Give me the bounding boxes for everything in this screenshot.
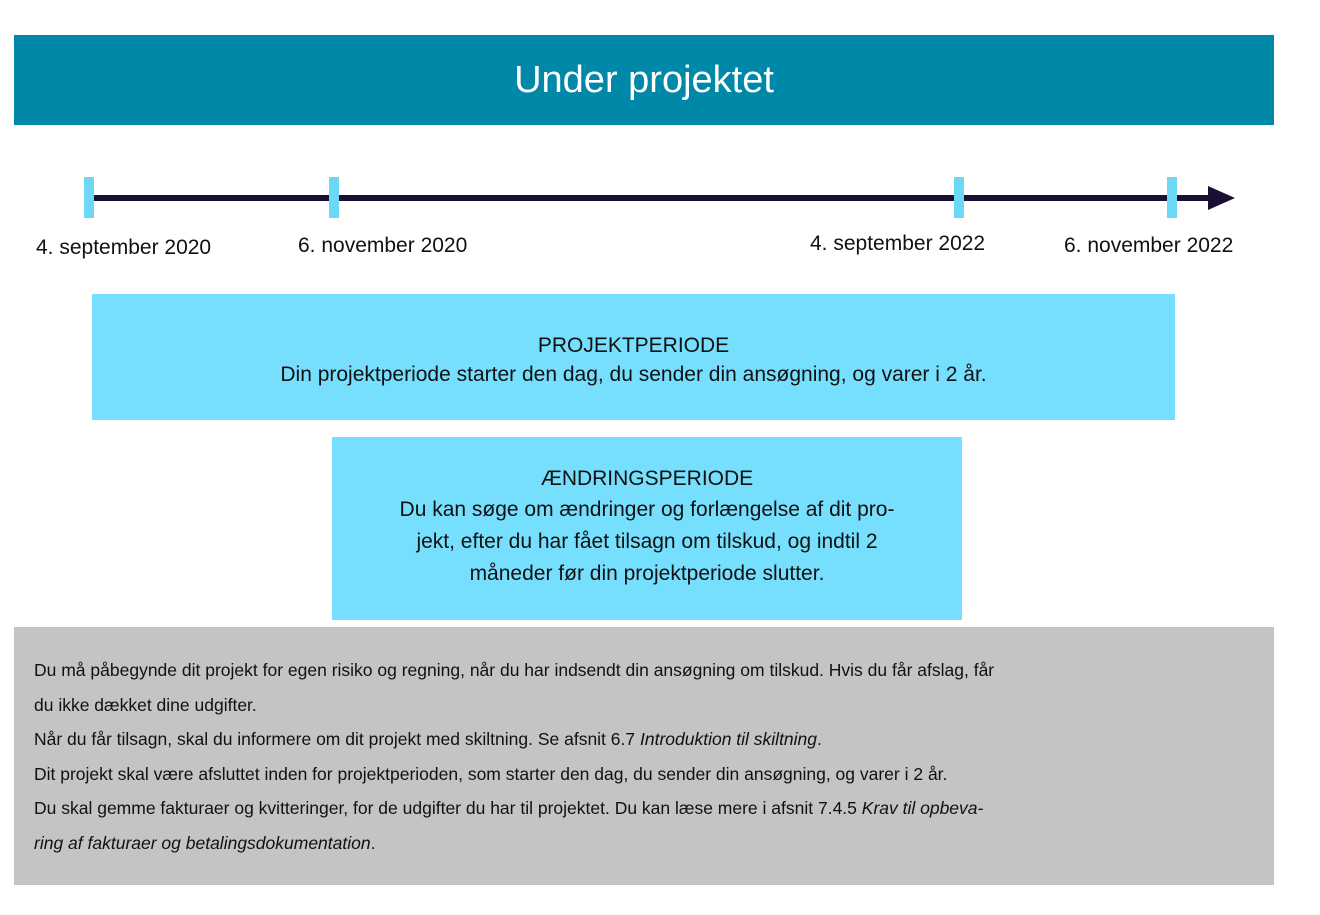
info-line-1: Du må påbegynde dit projekt for egen risiko og regning, når du har indsendt din ansøgning om tilskud. Hvis du får afslag, får: [34, 660, 995, 680]
info-box: [14, 627, 1274, 885]
timeline-arrow-icon: [1208, 186, 1235, 210]
date-label-2: 6. november 2020: [298, 234, 468, 257]
date-label-3: 4. september 2022: [810, 232, 986, 255]
page-title: Under projektet: [514, 58, 774, 101]
info-line-6-end: .: [370, 832, 376, 853]
aendringsperiode-title: ÆNDRINGSPERIODE: [540, 467, 754, 490]
info-line-6-italic: ring af fakturaer og betalingsdokumentation: [34, 832, 371, 853]
timeline-tick-1: [84, 177, 94, 218]
info-line-2: du ikke dækket dine udgifter.: [34, 694, 257, 715]
projektperiode-text: Din projektperiode starter den dag, du sender din ansøgning, og varer i 2 år.: [280, 363, 987, 386]
projektperiode-box: [92, 294, 1175, 420]
timeline-tick-2: [329, 177, 339, 218]
timeline-line: [88, 195, 1213, 201]
info-line-3-italic: Introduktion til skiltning: [639, 729, 818, 749]
date-label-4: 6. november 2022: [1064, 234, 1234, 257]
info-line-3-end: .: [817, 729, 822, 749]
projektperiode-title: PROJEKTPERIODE: [537, 334, 730, 357]
info-line-3-text: Når du får tilsagn, skal du informere om dit projekt med skiltning. Se afsnit 6.7: [34, 729, 640, 749]
timeline-tick-3: [954, 177, 964, 218]
info-line-4: Dit projekt skal være afsluttet inden for projektperioden, som starter den dag, du sender din ansøgning, og varer i 2 år.: [34, 763, 948, 784]
info-line-6: [34, 826, 1254, 861]
aendringsperiode-line-2: jekt, efter du har fået tilsagn om tilskud, og indtil 2: [416, 530, 878, 553]
aendringsperiode-line-1: Du kan søge om ændringer og forlængelse af dit pro-: [399, 498, 895, 521]
info-line-5-text: Du skal gemme fakturaer og kvitteringer, for de udgifter du har til projektet. Du kan læse mere i afsnit 7.4.5: [34, 798, 862, 818]
timeline-tick-4: [1167, 177, 1177, 218]
header-banner: [14, 35, 1274, 125]
info-line-5-italic: Krav til opbeva-: [861, 798, 984, 818]
aendringsperiode-box: [332, 437, 962, 620]
info-line-3: [34, 722, 1254, 757]
info-line-5: [34, 791, 1254, 826]
date-label-1: 4. september 2020: [36, 236, 212, 259]
aendringsperiode-line-3: måneder før din projektperiode slutter.: [469, 562, 825, 585]
